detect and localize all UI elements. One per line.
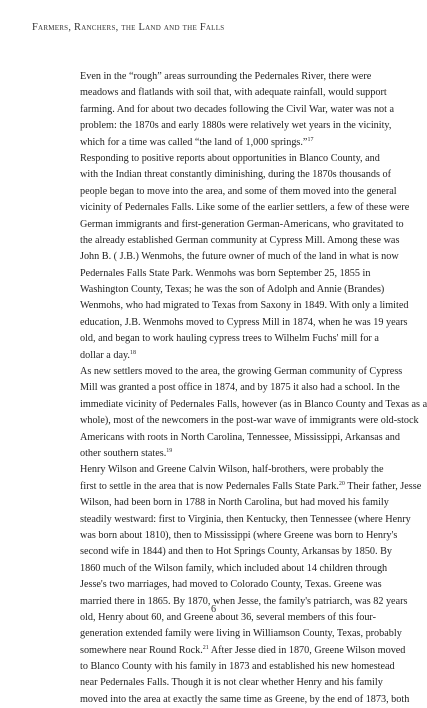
paragraph: [62, 69, 398, 151]
text-line: Washington County, Texas; he was the son of Adolph and Annie (Brandes): [80, 284, 385, 296]
text-line: was born about 1810), then to Mississippi (where Greene was born to Henry's: [80, 529, 398, 541]
text-line: whole), most of the newcomers in the post-war wave of immigrants were old-stock: [80, 415, 419, 427]
paragraph: [62, 151, 410, 364]
paragraph: [62, 462, 422, 708]
text-line: Mill was granted a post office in 1874, and by 1875 it also had a school. In the: [80, 382, 400, 394]
text-line: Even in the “rough” areas surrounding the Pedernales River, there were: [80, 71, 372, 82]
paragraph: [62, 364, 427, 462]
text-line: other southern states.$^{19}$: [80, 447, 173, 459]
text-line: meadows and flatlands with soil that, with adequate rainfall, would support: [80, 87, 387, 99]
footnote-ref: 19: [166, 447, 173, 454]
text-line: immediate vicinity of Pedernales Falls, however (as in Blanco County and Texas as a: [80, 398, 427, 410]
text-line: Americans with roots in North Carolina, Tennessee, Mississippi, Arkansas and: [80, 431, 400, 443]
text-line: second wife in 1844) and then to Hot Springs County, Arkansas by 1850. By: [80, 546, 393, 558]
running-head: Farmers, Ranchers, the Land and the Falls: [32, 22, 225, 33]
text-line: Responding to positive reports about opportunities in Blanco County, and: [80, 152, 380, 164]
text-line: Wenmohs, who had migrated to Texas from Saxony in 1849. With only a limited: [80, 300, 409, 312]
text-line: vicinity of Pedernales Falls. Like some of the earlier settlers, a few of these were: [80, 202, 410, 214]
text-line: Wilson, had been born in 1788 in North Carolina, but had moved his family: [80, 497, 389, 509]
text-line: generation extended family were living in Williamson County, Texas, probably: [80, 628, 402, 640]
text-line: people began to move into the area, and some of them moved into the general: [80, 185, 397, 197]
text-line: Pedernales Falls State Park. Wenmohs was born September 25, 1855 in: [80, 267, 371, 279]
footnote-ref: 17: [307, 136, 314, 143]
text-line: married there in 1865. By 1870, when Jesse, the family's patriarch, was 82 years: [80, 595, 408, 607]
text-line: steadily westward: first to Virginia, then Kentucky, then Tennessee (where Henry: [80, 513, 411, 525]
text-line: first to settle in the area that is now Pedernales Falls State Park.$^{20}$ Their father, Jesse: [80, 480, 422, 492]
text-line: German immigrants and first-generation German-Americans, who gravitated to: [80, 218, 404, 230]
text-line: dollar a day.$^{18}$: [80, 349, 136, 361]
text-line: the already established German community at Cypress Mill. Among these was: [80, 234, 400, 246]
text-line: moved into the area at exactly the same time as Greene, by the end of 1873, both: [80, 693, 410, 705]
footnote-ref: 18: [129, 349, 136, 356]
footnote-ref: 20: [338, 480, 345, 487]
text-line: to Blanco County with his family in 1873 and established his new homestead: [80, 661, 395, 673]
text-line: problem: the 1870s and early 1880s were relatively wet years in the vicinity,: [80, 120, 392, 132]
page-number: 6: [210, 604, 217, 615]
text-line: As new settlers moved to the area, the growing German community of Cypress: [80, 366, 403, 378]
text-line: near Pedernales Falls. Though it is not clear whether Henry and his family: [80, 677, 383, 689]
text-line: farming. And for about two decades following the Civil War, water was not a: [80, 103, 395, 115]
footnote-ref: 21: [202, 644, 209, 651]
text-line: Henry Wilson and Greene Calvin Wilson, half-brothers, were probably the: [80, 464, 384, 476]
text-line: old, and began to work hauling cypress trees to Wilhelm Fuchs' mill for a: [80, 333, 379, 345]
text-line: John B. ( J.B.) Wenmohs, the future owner of much of the land in what is now: [80, 251, 399, 263]
text-line: Jesse's two marriages, had moved to Colorado County, Texas. Greene was: [80, 579, 382, 591]
text-line: old, Henry about 60, and Greene about 36, several members of this four-: [80, 611, 376, 623]
text-line: somewhere near Round Rock.$^{21}$ After Jesse died in 1870, Greene Wilson moved: [80, 644, 406, 656]
text-line: which for a time was called “the land of 1,000 springs.”$^{17}$: [80, 136, 314, 148]
text-line: 1860 much of the Wilson family, which included about 14 children through: [80, 562, 388, 574]
text-line: with the Indian threat constantly diminishing, during the 1870s thousands of: [80, 169, 391, 181]
text-line: education, J.B. Wenmohs moved to Cypress Mill in 1874, when he was 19 years: [80, 316, 408, 328]
